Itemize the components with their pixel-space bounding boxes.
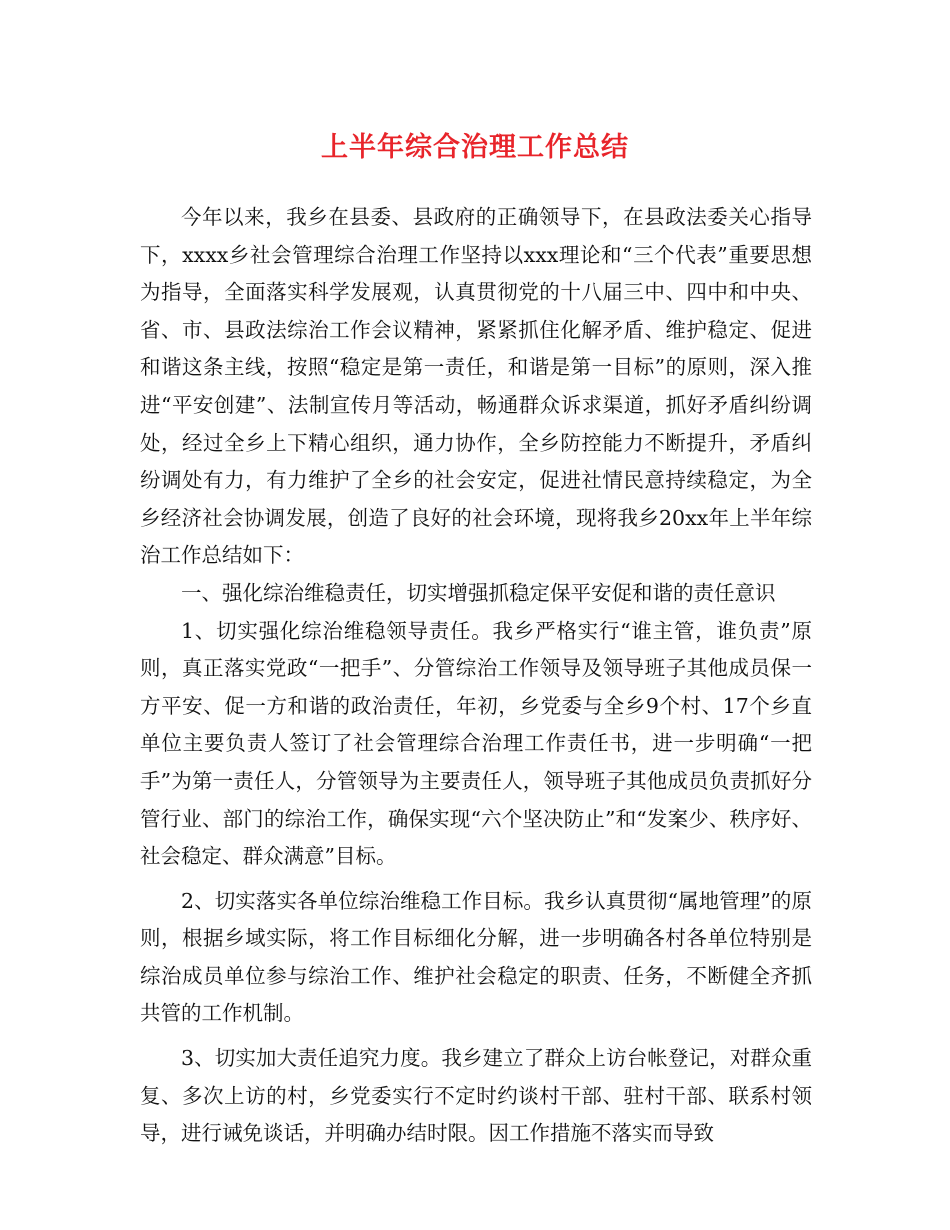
paragraph-item-2: 2、切实落实各单位综治维稳工作目标。我乡认真贯彻“属地管理”的原则，根据乡域实际，将工作目标细化分解，进一步明确各村各单位特别是综治成员单位参与综治工作、维护社会稳定的职责、任务，不断健全齐抓共管的工作机制。 <box>140 888 812 1026</box>
paragraph-intro: 今年以来，我乡在县委、县政府的正确领导下，在县政法委关心指导下，xxxx乡社会管理综合治理工作坚持以xxx理论和“三个代表”重要思想为指导，全面落实科学发展观，认真贯彻党的十八届三中、四中和中央、省、市、县政法综治工作会议精神，紧紧抓住化解矛盾、维护稳定、促进和谐这条主线，按照“稳定是第一责任，和谐是第一目标”的原则，深入推进“平安创建”、法制宣传月等活动，畅通群众诉求渠道，抓好矛盾纠纷调处，经过全乡上下精心组织，通力协作，全乡防控能力不断提升，矛盾纠纷调处有力，有力维护了全乡的社会安定，促进社情民意持续稳定，为全乡经济社会协调发展，创造了良好的社会环境，现将我乡20xx年上半年综治工作总结如下： <box>140 205 812 568</box>
document-title: 上半年综合治理工作总结 <box>321 132 629 163</box>
section-heading-1: 一、强化综治维稳责任，切实增强抓稳定保平安促和谐的责任意识 <box>181 580 776 605</box>
document-body <box>140 199 812 1153</box>
paragraph-item-3: 3、切实加大责任追究力度。我乡建立了群众上访台帐登记，对群众重复、多次上访的村，乡党委实行不定时约谈村干部、驻村干部、联系村领导，进行诫免谈话，并明确办结时限。因工作措施不落实而导致 <box>140 1046 812 1146</box>
paragraph-item-1: 1、切实强化综治维稳领导责任。我乡严格实行“谁主管，谁负责”原则，真正落实党政“一把手”、分管综治工作领导及领导班子其他成员保一方平安、促一方和谐的政治责任，年初，乡党委与全乡9个村、17个乡直单位主要负责人签订了社会管理综合治理工作责任书，进一步明确“一把手”为第一责任人，分管领导为主要责任人，领导班子其他成员负责抓好分管行业、部门的综治工作，确保实现“六个坚决防止”和“发案少、秩序好、社会稳定、群众满意”目标。 <box>140 618 812 869</box>
